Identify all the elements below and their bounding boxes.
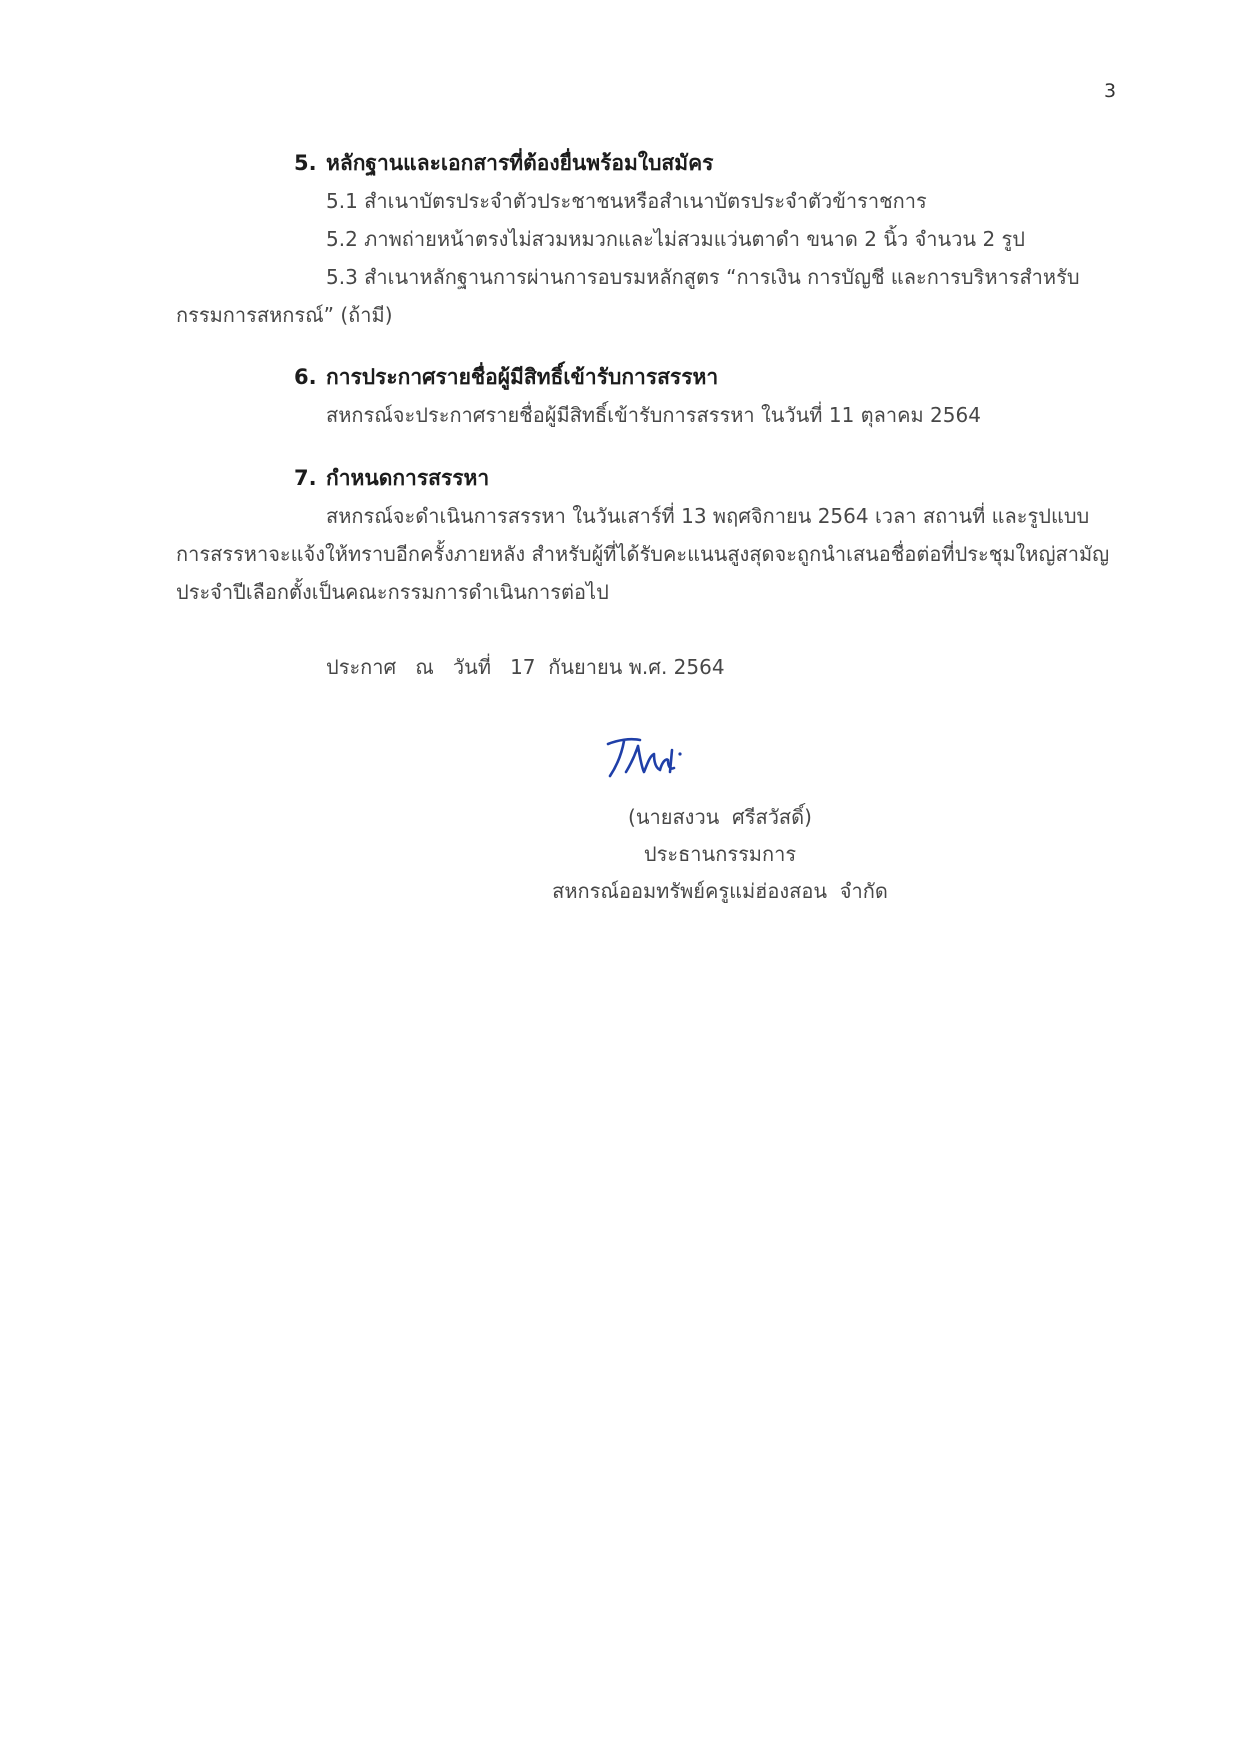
section-5-item-3: 5.3 สำเนาหลักฐานการผ่านการอบรมหลักสูตร “การเงิน การบัญชี และการบริหารสำหรับกรรมการสหกรณ์” (ถ้ามี) <box>176 265 1080 327</box>
section-5-number: 5. <box>294 151 317 175</box>
section-6-number: 6. <box>294 365 317 389</box>
section-7-heading <box>176 459 1122 497</box>
announcement-dateline: ประกาศ ณ วันที่ 17 กันยายน พ.ศ. 2564 <box>326 655 725 679</box>
section-7 <box>176 459 1122 611</box>
section-7-number: 7. <box>294 466 317 490</box>
section-5 <box>176 144 1122 334</box>
section-5-item-1: 5.1 สำเนาบัตรประจำตัวประชาชนหรือสำเนาบัตรประจำตัวข้าราชการ <box>326 189 927 213</box>
section-7-title: กำหนดการสรรหา <box>326 466 490 490</box>
section-6 <box>176 358 1122 434</box>
signer-position: ประธานกรรมการ <box>643 842 797 866</box>
section-7-body: สหกรณ์จะดำเนินการสรรหา ในวันเสาร์ที่ 13 พฤศจิกายน 2564 เวลา สถานที่ และรูปแบบการสรรหาจะแจ้งให้ทราบอีกครั้งภายหลัง สำหรับผู้ที่ได้รับคะแนนสูงสุดจะถูกนำเสนอชื่อต่อที่ประชุมใหญ่สามัญประจำปีเลือกตั้งเป็นคณะกรรมการดำเนินการต่อไป <box>176 504 1110 604</box>
section-5-heading <box>176 144 1122 182</box>
section-5-title: หลักฐานและเอกสารที่ต้องยื่นพร้อมใบสมัคร <box>326 151 714 175</box>
page-number: 3 <box>1104 80 1117 102</box>
section-6-body: สหกรณ์จะประกาศรายชื่อผู้มีสิทธิ์เข้ารับการสรรหา ในวันที่ 11 ตุลาคม 2564 <box>326 403 981 427</box>
handwritten-signature <box>600 732 690 782</box>
section-6-title: การประกาศรายชื่อผู้มีสิทธิ์เข้ารับการสรรหา <box>326 365 719 389</box>
section-6-heading <box>176 358 1122 396</box>
section-5-item-2: 5.2 ภาพถ่ายหน้าตรงไม่สวมหมวกและไม่สวมแว่นตาดำ ขนาด 2 นิ้ว จำนวน 2 รูป <box>326 227 1025 251</box>
signer-organization: สหกรณ์ออมทรัพย์ครูแม่ฮ่องสอน จำกัด <box>552 879 888 903</box>
signer-name: (นายสงวน ศรีสวัสดิ์) <box>628 805 812 829</box>
